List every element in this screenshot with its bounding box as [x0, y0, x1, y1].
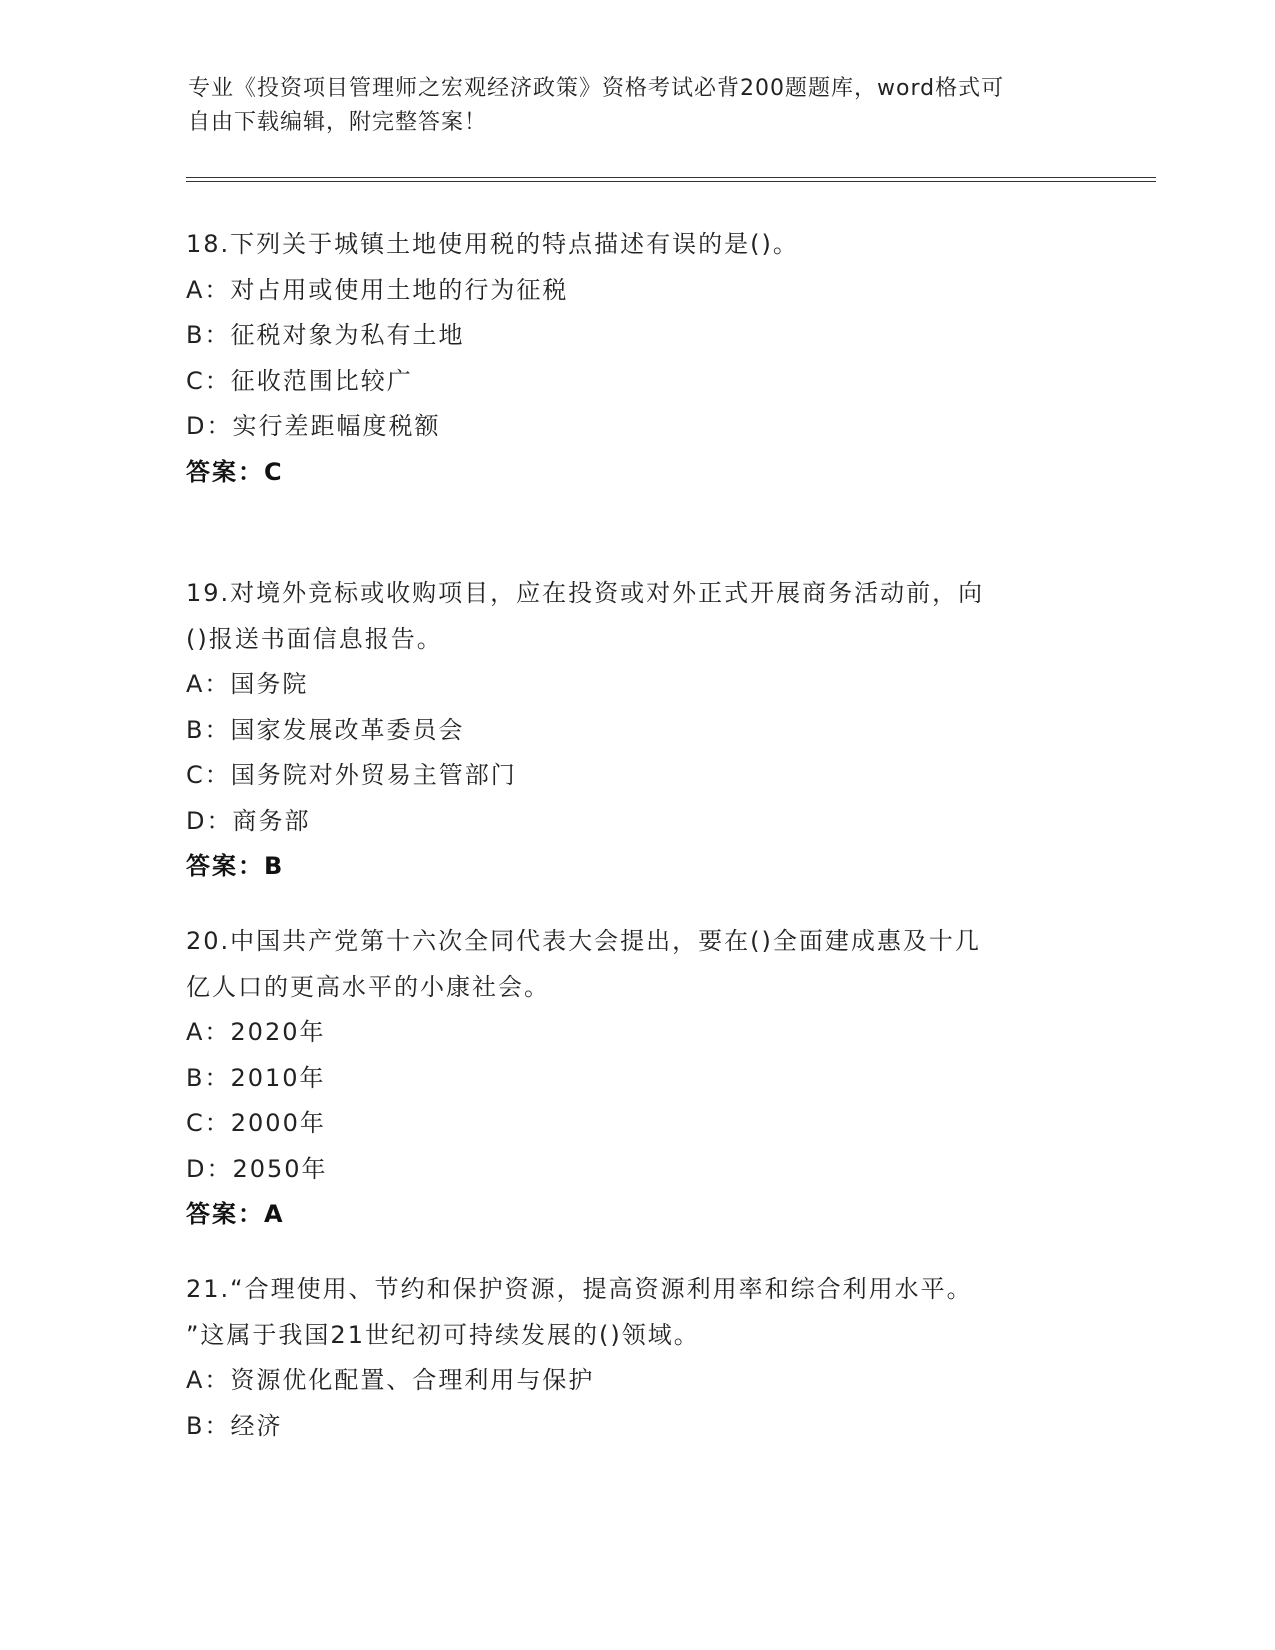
question-stem-continued: ”这属于我国21世纪初可持续发展的()领域。: [186, 1320, 700, 1349]
answer-label: 答案：A: [186, 1200, 285, 1228]
answer-label: 答案：C: [186, 457, 284, 486]
option-c: C：征收范围比较广: [186, 366, 413, 395]
header-divider: [186, 177, 1156, 182]
option-a: A：国务院: [186, 670, 309, 698]
answer-label: 答案：B: [186, 852, 285, 880]
option-a: A：对占用或使用土地的行为征税: [186, 275, 569, 304]
question-stem-continued: ()报送书面信息报告。: [186, 624, 443, 653]
option-d: D：商务部: [186, 806, 311, 835]
header-line-1: 专业《投资项目管理师之宏观经济政策》资格考试必背200题题库，word格式可: [188, 76, 1005, 101]
option-a: A：2020年: [186, 1018, 326, 1046]
option-c: C：2000年: [186, 1109, 326, 1137]
question-stem: 18.下列关于城镇土地使用税的特点描述有误的是()。: [186, 230, 799, 258]
option-a: A：资源优化配置、合理利用与保护: [186, 1366, 595, 1394]
question-19: [186, 571, 1086, 890]
question-stem: 21.“合理使用、节约和保护资源，提高资源利用率和综合利用水平。: [186, 1275, 973, 1303]
option-b: B：2010年: [186, 1063, 326, 1092]
question-stem: 19.对境外竞标或收购项目，应在投资或对外正式开展商务活动前，向: [186, 579, 985, 607]
option-d: D：实行差距幅度税额: [186, 412, 441, 440]
document-header: [188, 72, 1088, 140]
option-b: B：征税对象为私有土地: [186, 321, 465, 349]
option-b: B：国家发展改革委员会: [186, 715, 465, 744]
option-d: D：2050年: [186, 1154, 328, 1183]
option-b: B：经济: [186, 1411, 283, 1440]
option-c: C：国务院对外贸易主管部门: [186, 761, 517, 789]
question-18: [186, 222, 1086, 495]
header-line-2: 自由下载编辑，附完整答案！: [188, 110, 488, 135]
question-21: [186, 1267, 1086, 1449]
question-stem: 20.中国共产党第十六次全同代表大会提出，要在()全面建成惠及十几: [186, 927, 981, 955]
question-20: [186, 919, 1086, 1238]
question-stem-continued: 亿人口的更高水平的小康社会。: [186, 972, 550, 1001]
